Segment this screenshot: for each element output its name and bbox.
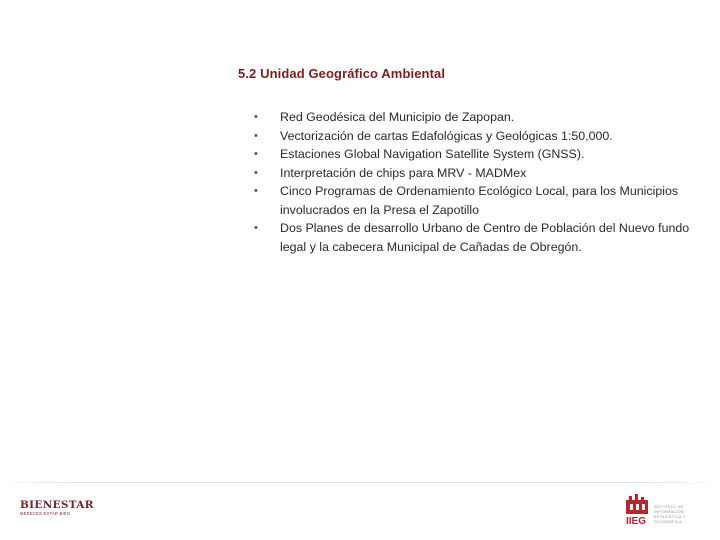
- list-item-text: Dos Planes de desarrollo Urbano de Centro de Población del Nuevo fundo legal y la cabecera Municipal de Cañadas de Obregón.: [280, 221, 690, 254]
- iieg-acronym: IIEG: [626, 516, 647, 527]
- bienestar-logo-tagline: MERECES ESTAR BIEN: [20, 511, 71, 516]
- footer-divider: [0, 482, 720, 483]
- iieg-line-3: ESTADÍSTICA Y: [654, 515, 686, 519]
- bullet-icon: •: [254, 129, 258, 142]
- section-title: 5.2 Unidad Geográfico Ambiental: [238, 66, 446, 81]
- iieg-logo-text: [654, 505, 686, 524]
- bullet-icon: •: [254, 222, 258, 234]
- bullet-icon: •: [254, 148, 258, 160]
- list-item: [252, 219, 692, 256]
- list-item: [252, 182, 692, 219]
- bullet-icon: •: [254, 111, 258, 123]
- bullet-icon: •: [254, 185, 258, 197]
- list-item-text: Vectorización de cartas Edafológicas y Geológicas 1:50,000.: [280, 128, 613, 143]
- iieg-line-4: GEOGRÁFICA: [654, 520, 682, 524]
- bullet-list: [252, 108, 692, 256]
- list-item: [252, 127, 692, 146]
- list-item: [252, 145, 692, 164]
- list-item: [252, 108, 692, 127]
- list-item-text: Red Geodésica del Municipio de Zapopan.: [280, 110, 515, 124]
- list-item-text: Interpretación de chips para MRV - MADMex: [280, 165, 527, 180]
- bienestar-logo-word: BIENESTAR: [20, 499, 94, 511]
- iieg-logo-mark: [626, 494, 648, 527]
- bienestar-logo: [20, 499, 94, 524]
- iieg-line-2: INFORMACIÓN: [654, 510, 684, 514]
- iieg-line-1: INSTITUTO DE: [654, 505, 684, 509]
- list-item: [252, 164, 692, 183]
- iieg-logo: [620, 492, 700, 532]
- bullet-icon: •: [254, 166, 258, 179]
- list-item-text: Cinco Programas de Ordenamiento Ecológico Local, para los Municipios involucrados en la Presa el Zapotillo: [280, 184, 679, 217]
- list-item-text: Estaciones Global Navigation Satellite System (GNSS).: [280, 147, 585, 161]
